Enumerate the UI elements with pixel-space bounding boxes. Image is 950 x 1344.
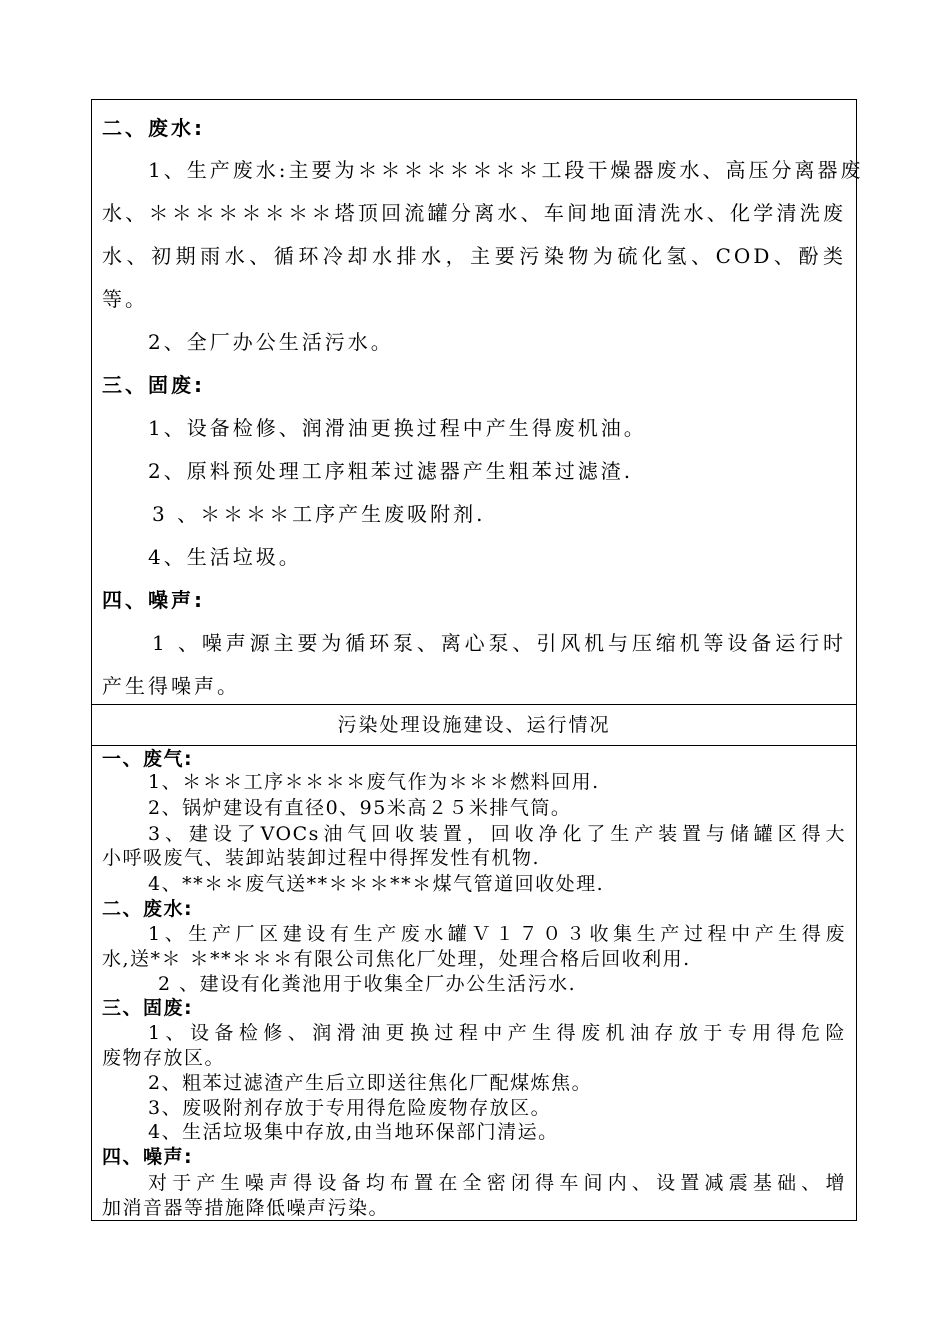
lower-wastewater-item-1-line-2: 水,送*＊ ＊**＊＊＊有限公司焦化厂处理，处理合格后回收利用. (102, 948, 691, 970)
wastewater-item-1-line-3: 水、初期雨水、循环冷却水排水，主要污染物为硫化氢、COD、酚类 (102, 244, 846, 268)
waste-gas-item-1: 1、＊＊＊工序＊＊＊＊废气作为＊＊＊燃料回用. (148, 771, 600, 793)
lower-noise-item-1-line-1: 对于产生噪声得设备均布置在全密闭得车间内、设置减震基础、增 (148, 1172, 846, 1194)
solid-waste-heading: 三、固废: (102, 373, 205, 397)
noise-item-1-line-1: 1 、噪声源主要为循环泵、离心泵、引风机与压缩机等设备运行时 (152, 631, 846, 655)
lower-noise-item-1-line-2: 加消音器等措施降低噪声污染。 (102, 1197, 390, 1219)
wastewater-item-1-line-1: 1、生产废水:主要为＊＊＊＊＊＊＊＊工段干燥器废水、高压分离器废 (148, 158, 864, 182)
lower-solid-waste-heading: 三、固废: (102, 997, 194, 1019)
solid-waste-item-1: 1、设备检修、润滑油更换过程中产生得废机油。 (148, 416, 647, 440)
lower-wastewater-heading: 二、废水: (102, 898, 194, 920)
waste-gas-item-3-line-2: 小呼吸废气、装卸站装卸过程中得挥发性有机物. (102, 847, 541, 869)
pollution-sources-cell (92, 100, 864, 704)
noise-item-1-line-2: 产生得噪声。 (102, 674, 240, 698)
lower-wastewater-item-1-line-1: 1、生产厂区建设有生产废水罐Ｖ１７０３收集生产过程中产生得废 (148, 923, 846, 945)
solid-waste-item-3: 3 、＊＊＊＊工序产生废吸附剂. (152, 502, 486, 526)
wastewater-item-1-line-2: 水、＊＊＊＊＊＊＊＊塔顶回流罐分离水、车间地面清洗水、化学清洗废 (102, 201, 846, 225)
section-title: 污染处理设施建设、运行情况 (337, 714, 611, 736)
lower-solid-waste-item-2: 2、粗苯过滤渣产生后立即送往焦化厂配煤炼焦。 (148, 1072, 593, 1094)
lower-solid-waste-item-1-line-2: 废物存放区。 (102, 1047, 226, 1069)
lower-solid-waste-item-3: 3、废吸附剂存放于专用得危险废物存放区。 (148, 1097, 552, 1119)
wastewater-item-2: 2、全厂办公生活污水。 (148, 330, 394, 354)
solid-waste-item-4: 4、生活垃圾。 (148, 545, 302, 569)
lower-noise-heading: 四、噪声: (102, 1146, 194, 1168)
report-table (91, 99, 864, 1221)
waste-gas-heading: 一、废气: (102, 748, 194, 770)
waste-gas-item-4: 4、**＊＊废气送**＊＊＊**＊煤气管道回收处理. (148, 873, 605, 895)
waste-gas-item-3-line-1: 3、建设了VOCs油气回收装置，回收净化了生产装置与储罐区得大 (148, 823, 846, 845)
lower-solid-waste-item-4: 4、生活垃圾集中存放,由当地环保部门清运。 (148, 1121, 559, 1143)
lower-solid-waste-item-1-line-1: 1、设备检修、润滑油更换过程中产生得废机油存放于专用得危险 (148, 1022, 846, 1044)
solid-waste-item-2: 2、原料预处理工序粗苯过滤器产生粗苯过滤渣. (148, 459, 634, 483)
noise-heading: 四、噪声: (102, 588, 205, 612)
wastewater-heading: 二、废水: (102, 116, 205, 140)
waste-gas-item-2: 2、锅炉建设有直径0、95米高２５米排气筒。 (148, 797, 572, 819)
wastewater-item-1-line-4: 等。 (102, 287, 148, 311)
section-title-cell (92, 704, 856, 746)
lower-wastewater-item-2: 2 、建设有化粪池用于收集全厂办公生活污水. (158, 973, 577, 995)
